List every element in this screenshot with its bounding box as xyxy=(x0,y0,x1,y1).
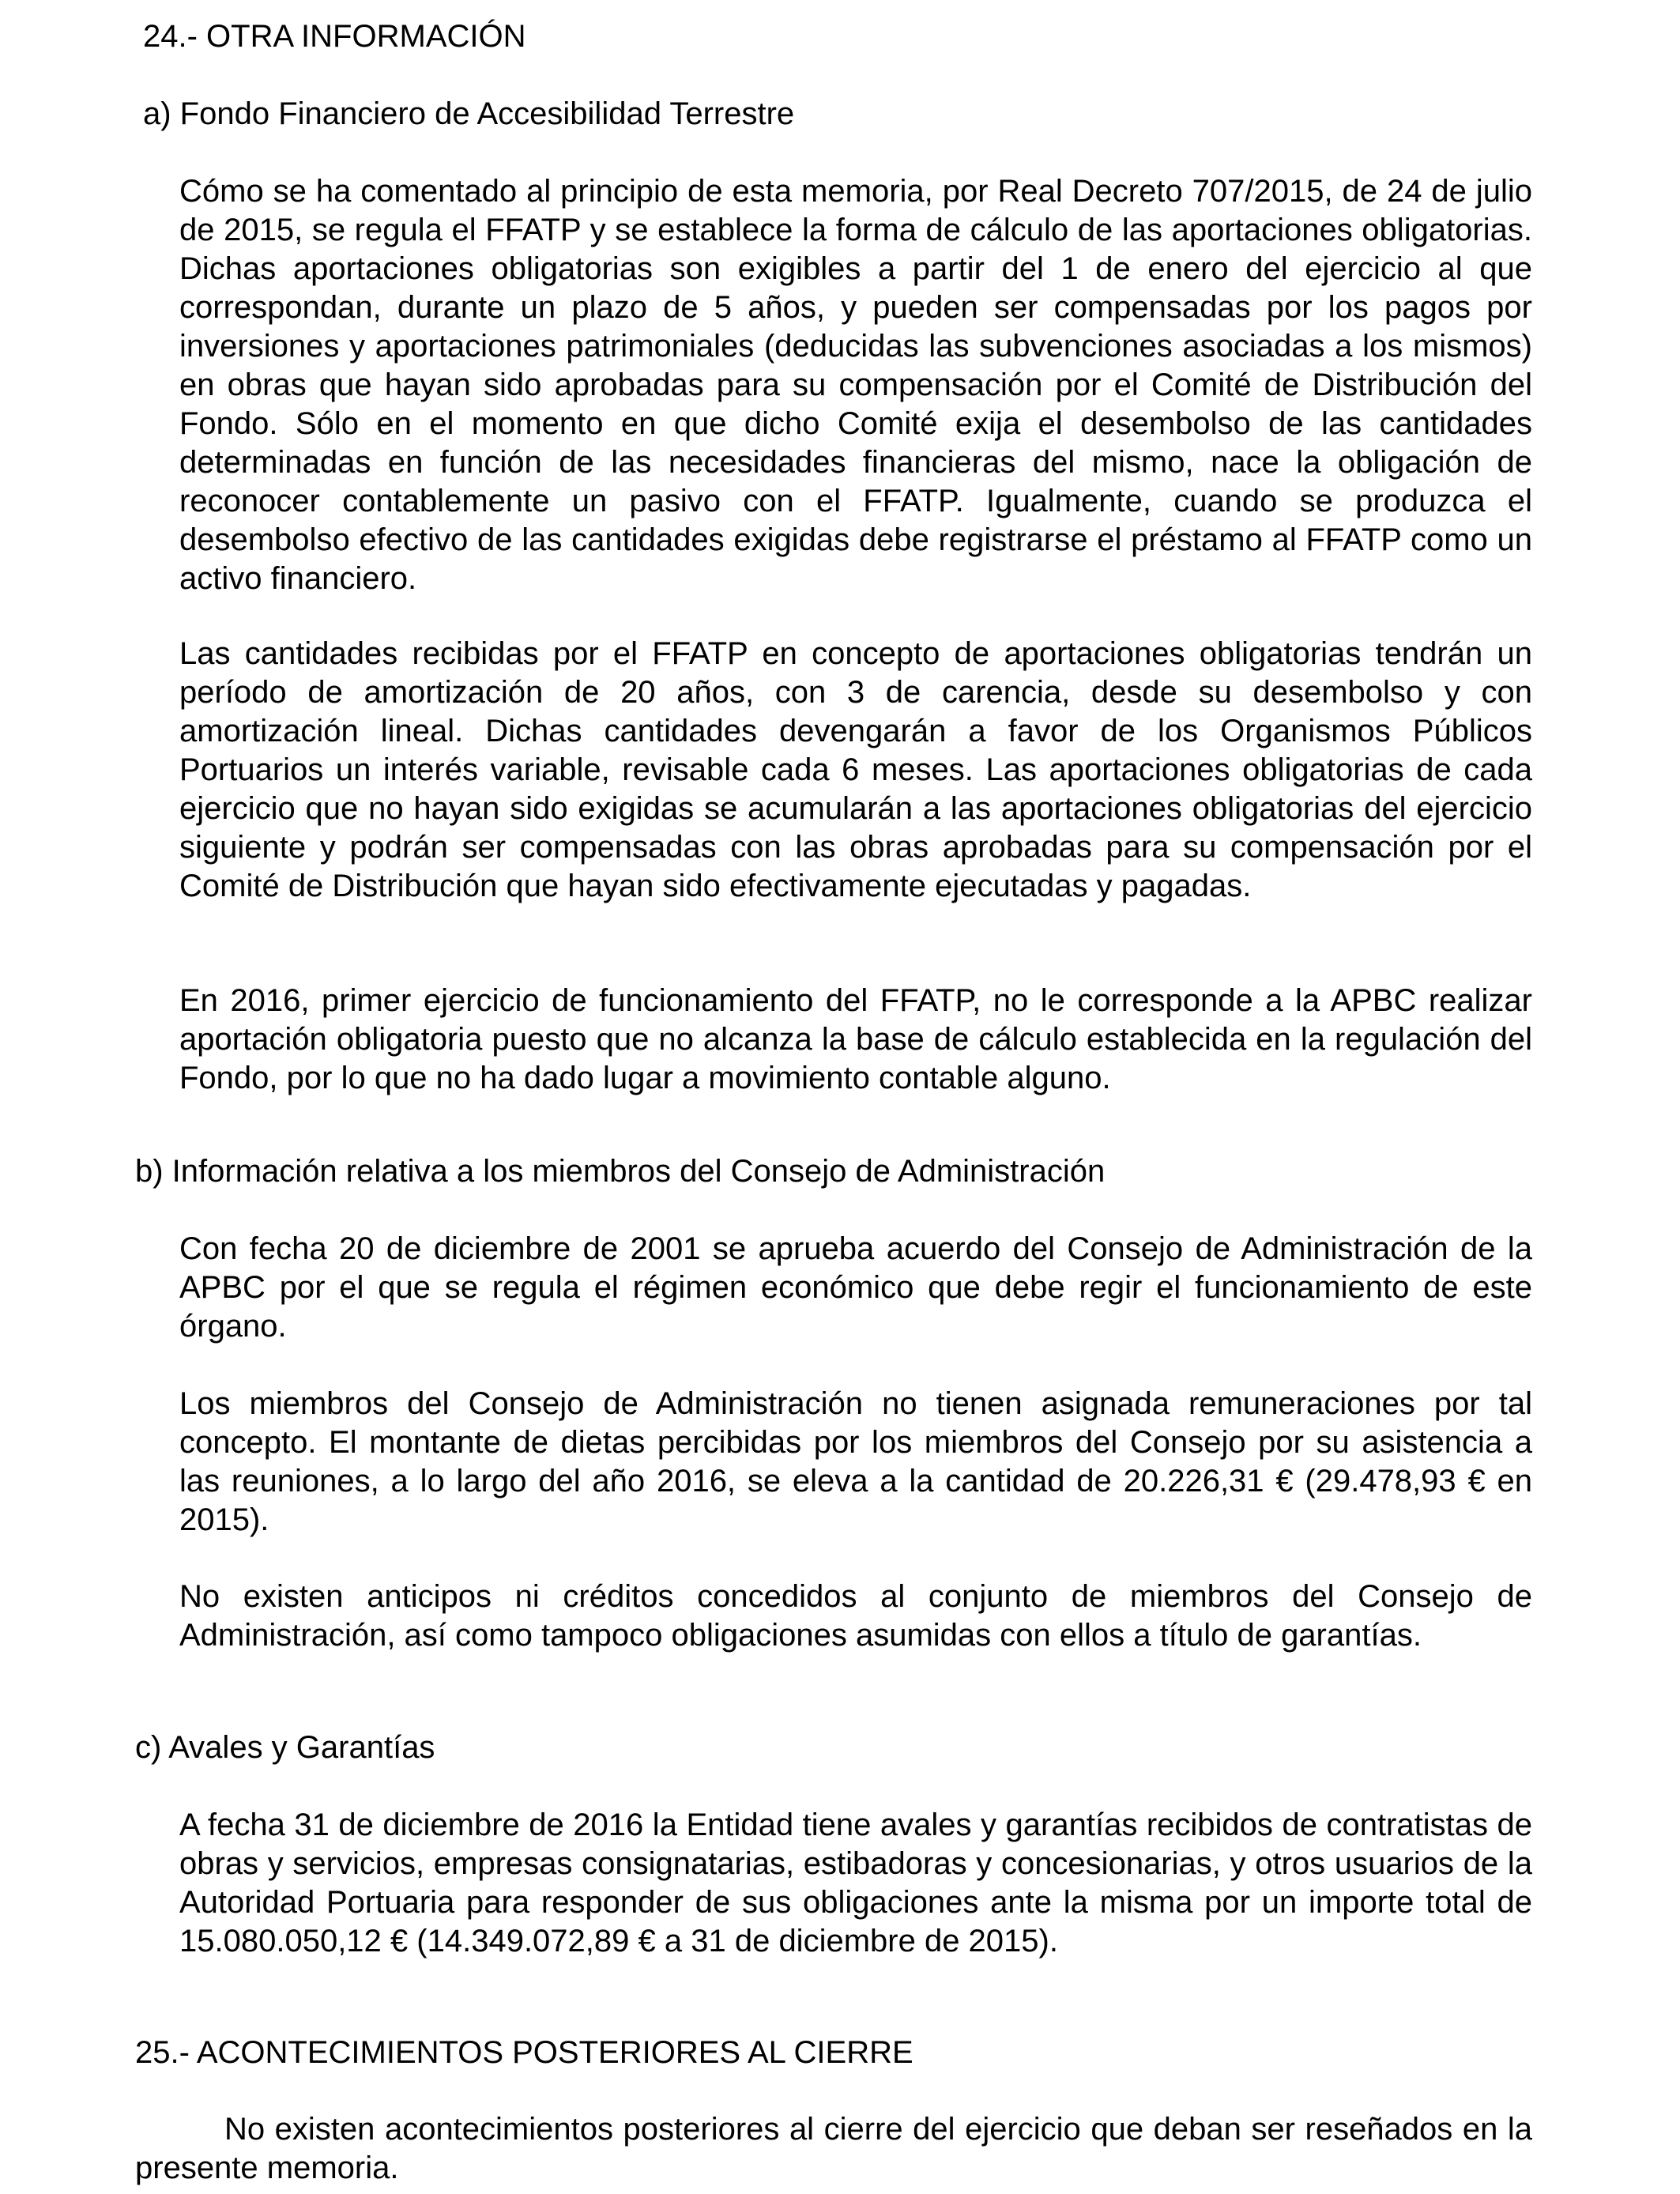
subsection-a-paragraph-2: Las cantidades recibidas por el FFATP en concepto de aportaciones obligatorias tendrán un período de amortización de 20 años, con 3 de carencia, desde su desembolso y con amortización lineal. Dichas cantidades devengarán a favor de los Organismos Públicos Portuarios un interés variable, revisable cada 6 meses. Las aportaciones obligatorias de cada ejercicio que no hayan sido exigidas se acumularán a las aportaciones obligatorias del ejercicio siguiente y podrán ser compensadas con las obras aprobadas para su compensación por el Comité de Distribución que hayan sido efectivamente ejecutadas y pagadas. xyxy=(179,636,1532,903)
subsection-a-paragraph-3: En 2016, primer ejercicio de funcionamiento del FFATP, no le corresponde a la APBC realizar aportación obligatoria puesto que no alcanza la base de cálculo establecida en la regulación del Fondo, por lo que no ha dado lugar a movimiento contable alguno. xyxy=(179,983,1532,1095)
subsection-a-heading: a) Fondo Financiero de Accesibilidad Terrestre xyxy=(143,96,795,131)
subsection-c-heading: c) Avales y Garantías xyxy=(135,1730,435,1765)
subsection-b-paragraph-2: Los miembros del Consejo de Administración no tienen asignada remuneraciones por tal concepto. El montante de dietas percibidas por los miembros del Consejo por su asistencia a las reuniones, a lo largo del año 2016, se eleva a la cantidad de 20.226,31 € (29.478,93 € en 2015). xyxy=(179,1386,1532,1537)
subsection-a-paragraph-1: Cómo se ha comentado al principio de esta memoria, por Real Decreto 707/2015, de 24 de julio de 2015, se regula el FFATP y se establece la forma de cálculo de las aportaciones obligatorias. Dichas aportaciones obligatorias son exigibles a partir del 1 de enero del ejercicio al que correspondan, durante un plazo de 5 años, y pueden ser compensadas por los pagos por inversiones y aportaciones patrimoniales (deducidas las subvenciones asociadas a los mismos) en obras que hayan sido aprobadas para su compensación por el Comité de Distribución del Fondo. Sólo en el momento en que dicho Comité exija el desembolso de las cantidades determinadas en función de las necesidades financieras del mismo, nace la obligación de reconocer contablemente un pasivo con el FFATP. Igualmente, cuando se produzca el desembolso efectivo de las cantidades exigidas debe registrarse el préstamo al FFATP como un activo financiero. xyxy=(179,174,1532,596)
subsection-c-paragraph-1: A fecha 31 de diciembre de 2016 la Entidad tiene avales y garantías recibidos de contratistas de obras y servicios, empresas consignatarias, estibadoras y concesionarias, y otros usuarios de la Autoridad Portuaria para responder de sus obligaciones ante la misma por un importe total de 15.080.050,12 € (14.349.072,89 € a 31 de diciembre de 2015). xyxy=(179,1808,1532,1958)
subsection-b-heading: b) Información relativa a los miembros del Consejo de Administración xyxy=(135,1154,1106,1189)
section-24-title: 24.- OTRA INFORMACIÓN xyxy=(143,19,526,54)
section-25-title: 25.- ACONTECIMIENTOS POSTERIORES AL CIERRE xyxy=(135,2035,913,2070)
section-25-paragraph-1: No existen acontecimientos posteriores al cierre del ejercicio que deban ser reseñados en la presente memoria. xyxy=(135,2112,1532,2185)
subsection-b-paragraph-1: Con fecha 20 de diciembre de 2001 se aprueba acuerdo del Consejo de Administración de la APBC por el que se regula el régimen económico que debe regir el funcionamiento de este órgano. xyxy=(179,1231,1532,1344)
subsection-b-paragraph-3: No existen anticipos ni créditos concedidos al conjunto de miembros del Consejo de Administración, así como tampoco obligaciones asumidas con ellos a título de garantías. xyxy=(179,1579,1532,1653)
